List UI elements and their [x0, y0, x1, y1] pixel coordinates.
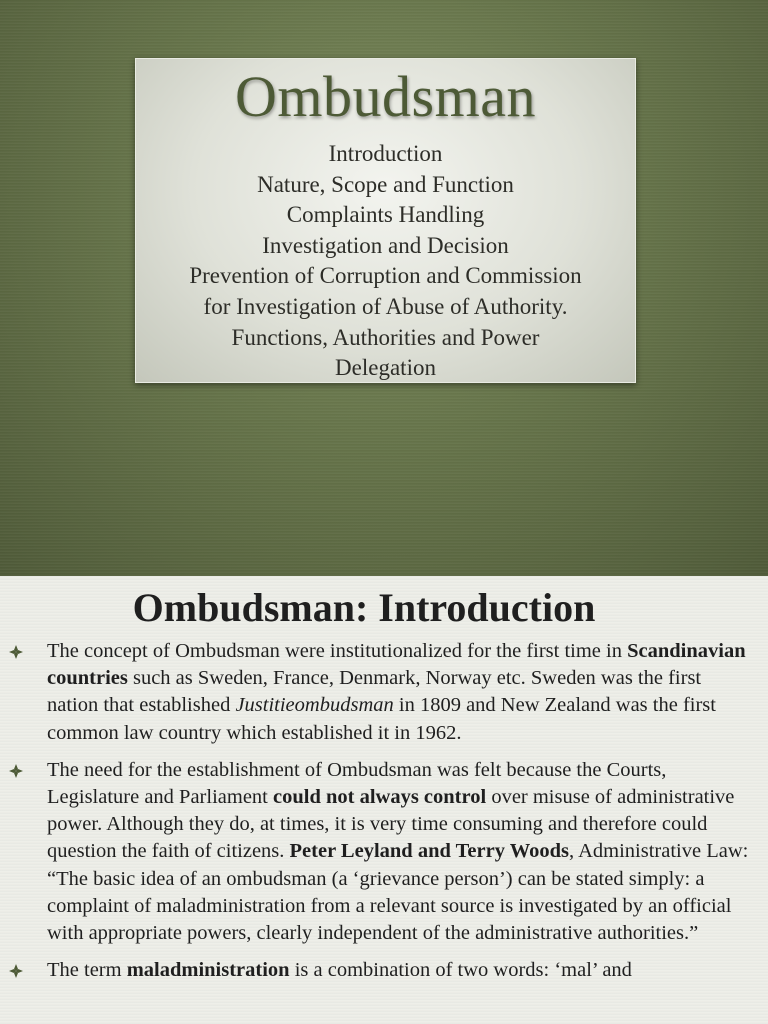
- slide-title: Ombudsman: [235, 64, 536, 129]
- topic-item: Introduction: [328, 141, 443, 166]
- topic-item: Investigation and Decision: [262, 232, 509, 258]
- bullet-item: [0, 957, 768, 984]
- topic-item: Complaints Handling: [286, 202, 485, 228]
- title-panel: [135, 58, 636, 383]
- diamond-bullet-icon: [8, 763, 24, 779]
- introduction-slide: [0, 576, 768, 1024]
- topic-item: Prevention of Corruption and Commission: [189, 263, 582, 289]
- diamond-bullet-icon: [8, 963, 24, 979]
- topic-list: [136, 139, 635, 384]
- topic-item: Functions, Authorities and Power: [231, 324, 540, 350]
- bullet-list: [0, 638, 768, 994]
- diamond-bullet-icon: [8, 644, 24, 660]
- topic-item: Nature, Scope and Function: [257, 171, 514, 197]
- slide-heading: Ombudsman: Introduction: [132, 585, 596, 630]
- bullet-text: The need for the establishment of Ombudsman was felt because the Courts, Legislature and Parliament could not always control over misuse of administrative power. Although they do, at times, it is very time consuming and therefore could question the faith of citizens. Peter Leyland and Terry Woods, Administrative Law: “The basic idea of an ombudsman (a ‘grievance person’) can be stated simply: a complaint of maladministration from a relevant source is investigated by an official with appropriate powers, clearly independent of the administrative authorities.”: [47, 758, 749, 945]
- bullet-item: [0, 638, 768, 747]
- topic-item: for Investigation of Abuse of Authority.: [203, 293, 568, 319]
- bullet-text: The term maladministration is a combination of two words: ‘mal’ and: [47, 959, 632, 982]
- topic-item: Delegation: [335, 355, 436, 381]
- bullet-item: [0, 757, 768, 947]
- bullet-text: The concept of Ombudsman were institutionalized for the first time in Scandinavian countries such as Sweden, France, Denmark, Norway etc. Sweden was the first nation that established Justitieombudsman in 1809 and New Zealand was the first common law country which established it in 1962.: [47, 640, 746, 744]
